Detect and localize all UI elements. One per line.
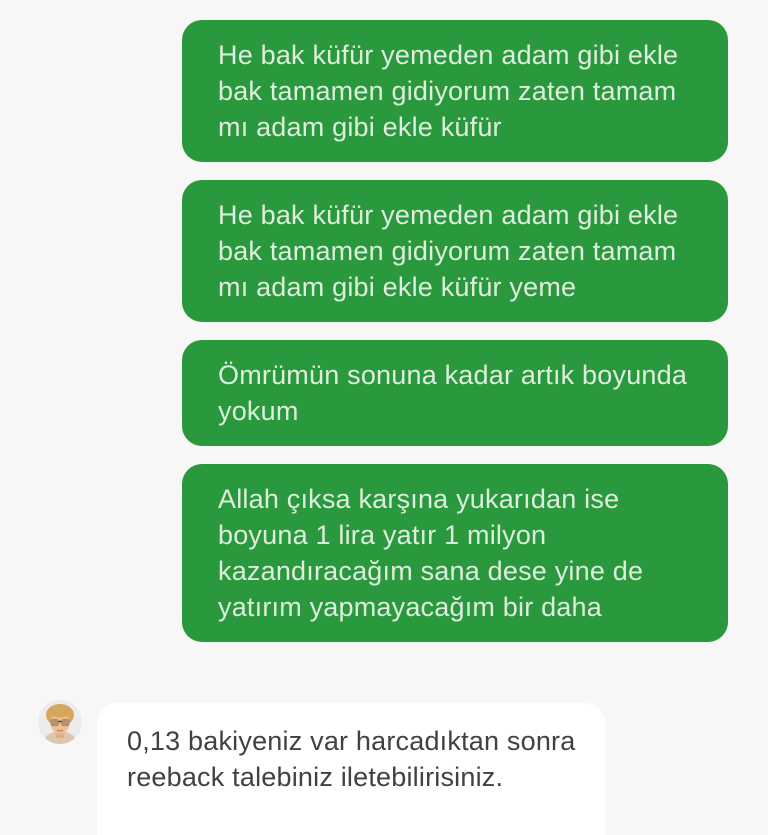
outgoing-message-bubble[interactable] (182, 340, 728, 446)
outgoing-message-bubble[interactable] (182, 20, 728, 162)
incoming-message-row (38, 703, 768, 835)
outgoing-message-bubble[interactable] (182, 464, 728, 642)
person-avatar-image (38, 700, 82, 744)
message-text: He bak küfür yemeden adam gibi ekle bak tamamen gidiyorum zaten tamam mı adam gibi ekle küfür (218, 40, 679, 142)
avatar[interactable] (38, 700, 82, 744)
message-text: He bak küfür yemeden adam gibi ekle bak tamamen gidiyorum zaten tamam mı adam gibi ekle küfür yeme (218, 200, 679, 302)
outgoing-message-bubble[interactable] (182, 180, 728, 322)
incoming-message-bubble[interactable] (97, 703, 605, 835)
message-text: 0,13 bakiyeniz var harcadıktan sonra reeback talebiniz iletebilirisiniz. (127, 726, 576, 792)
message-text: Allah çıksa karşına yukarıdan ise boyuna 1 lira yatır 1 milyon kazandıracağım sana dese yine de yatırım yapmayacağım bir daha (218, 484, 644, 622)
message-text: Ömrümün sonuna kadar artık boyunda yokum (218, 360, 688, 426)
